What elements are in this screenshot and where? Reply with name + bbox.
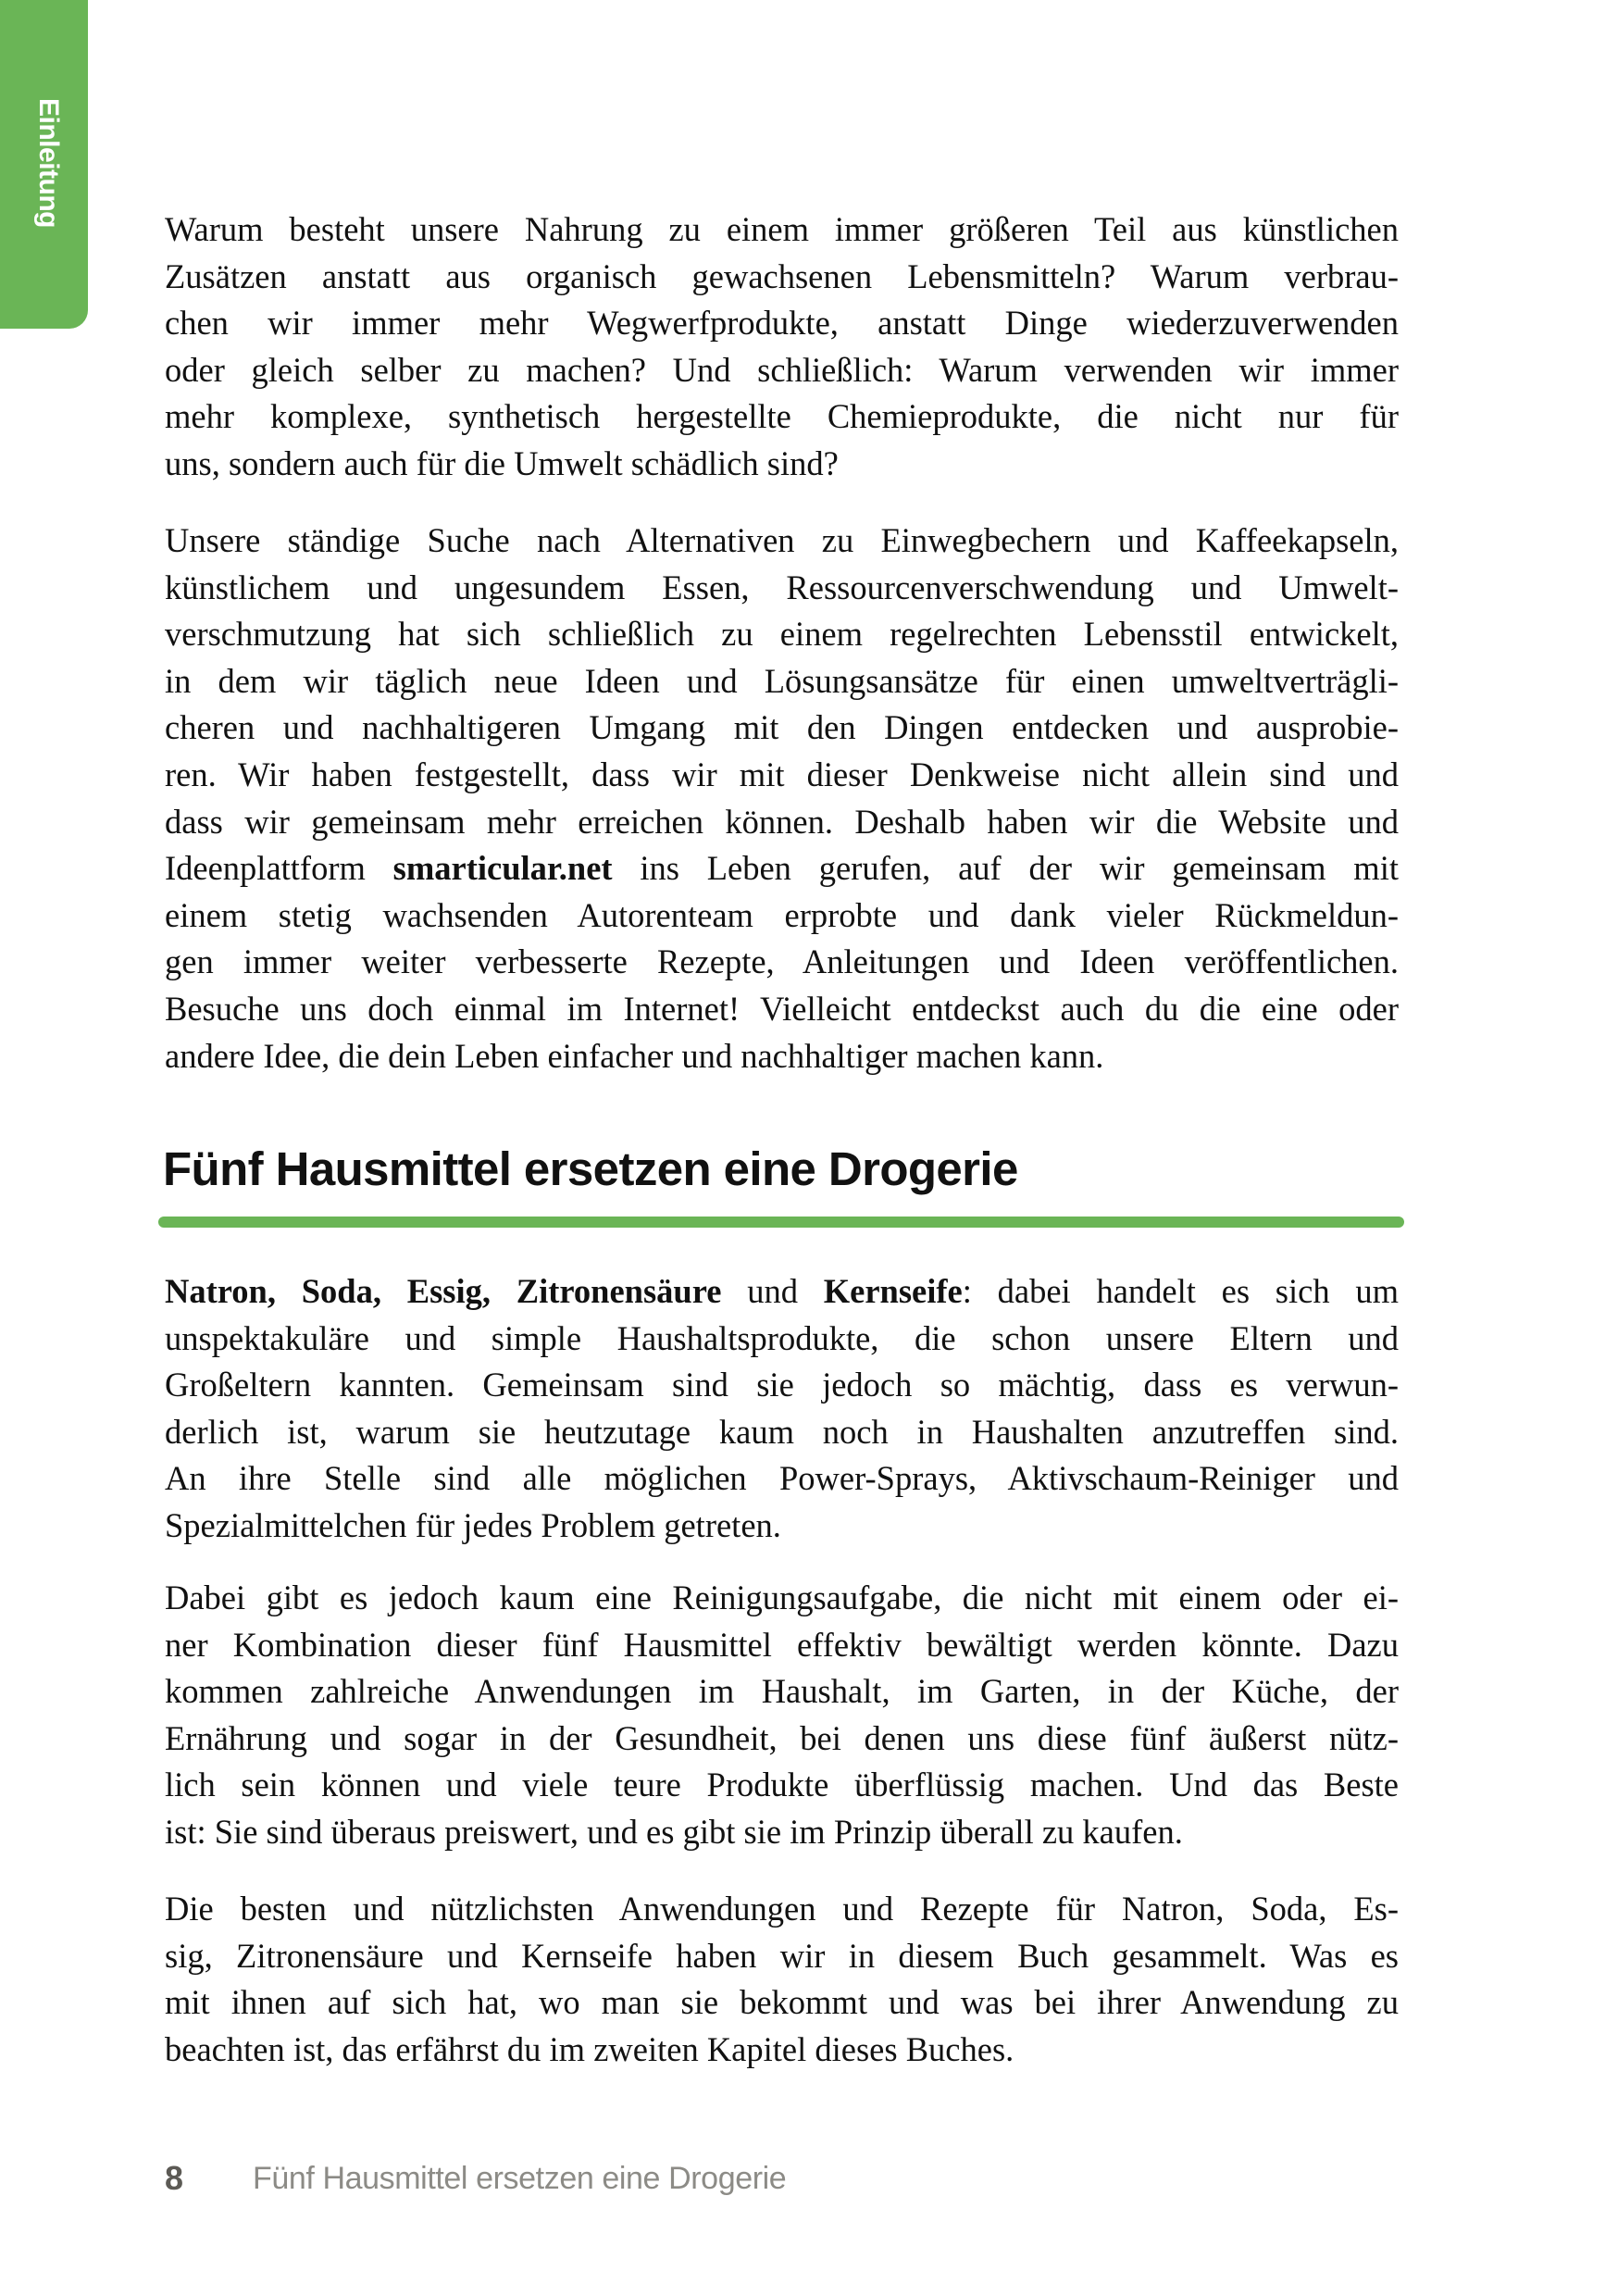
text-run: sig, Zitronensäure und Kernseife haben wir in diesem Buch gesammelt. Was es — [165, 1936, 1399, 1975]
text-run: einem stetig wachsenden Autorenteam erprobte und dank vieler Rückmeldun- — [165, 895, 1399, 934]
text-run: ins Leben gerufen, auf der wir gemeinsam mit — [612, 849, 1399, 888]
text-run: und — [721, 1272, 824, 1310]
paragraph-applications — [165, 1575, 1399, 1856]
text-run: Warum besteht unsere Nahrung zu einem immer größeren Teil aus künstlichen — [165, 210, 1399, 248]
text-run: cheren und nachhaltigeren Umgang mit den Dingen entdecken und ausprobie- — [165, 708, 1399, 747]
text-line — [165, 254, 1399, 301]
paragraph-book-contents — [165, 1886, 1399, 2073]
text-line — [165, 1809, 1399, 1856]
text-run: mehr komplexe, synthetisch hergestellte Chemieprodukte, die nicht nur für — [165, 397, 1399, 436]
text-line — [165, 565, 1399, 612]
running-footer-title: Fünf Hausmittel ersetzen eine Drogerie — [253, 2161, 787, 2196]
text-run: lich sein können und viele teure Produkte überflüssig machen. Und das Beste — [165, 1766, 1399, 1804]
text-line — [165, 1268, 1399, 1316]
text-line — [165, 441, 1399, 488]
chapter-tab — [0, 0, 88, 329]
text-run: Unsere ständige Suche nach Alternativen zu Einwegbechern und Kaffeekapseln, — [165, 521, 1399, 559]
text-run: Die besten und nützlichsten Anwendungen und Rezepte für Natron, Soda, Es- — [165, 1890, 1399, 1928]
text-line — [165, 611, 1399, 658]
section-heading: Fünf Hausmittel ersetzen eine Drogerie — [163, 1142, 1018, 1195]
text-line — [165, 347, 1399, 394]
text-line — [165, 1668, 1399, 1716]
text-run: uns, sondern auch für die Umwelt schädlich sind? — [165, 443, 839, 482]
text-run: chen wir immer mehr Wegwerfprodukte, anstatt Dinge wiederzuverwenden — [165, 304, 1399, 343]
text-run: verschmutzung hat sich schließlich zu einem regelrechten Lebensstil entwickelt, — [165, 615, 1399, 654]
text-run: in dem wir täglich neue Ideen und Lösungsansätze für einen umweltverträgli- — [165, 661, 1399, 700]
bold-term: Kernseife — [823, 1272, 963, 1310]
text-line — [165, 206, 1399, 254]
text-run: Großeltern kannten. Gemeinsam sind sie jedoch so mächtig, dass es verwun- — [165, 1366, 1399, 1404]
text-run: gen immer weiter verbesserte Rezepte, Anleitungen und Ideen veröffentlichen. — [165, 942, 1399, 981]
text-line — [165, 1762, 1399, 1809]
text-run: mit ihnen auf sich hat, wo man sie bekommt und was bei ihrer Anwendung zu — [165, 1983, 1399, 2022]
text-run: kommen zahlreiche Anwendungen im Haushalt, im Garten, in der Küche, der — [165, 1672, 1399, 1711]
bold-term: Natron, Soda, Essig, Zitronensäure — [165, 1272, 722, 1310]
text-line — [165, 752, 1399, 799]
text-line — [165, 2027, 1399, 2074]
text-line — [165, 892, 1399, 940]
text-line — [165, 705, 1399, 752]
text-line — [165, 939, 1399, 986]
text-line — [165, 658, 1399, 705]
text-run: : dabei handelt es sich um — [962, 1272, 1399, 1310]
text-run: Ernährung und sogar in der Gesundheit, bei denen uns diese fünf äußerst nütz- — [165, 1718, 1399, 1757]
text-line — [165, 300, 1399, 347]
text-run: künstlichem und ungesundem Essen, Ressourcenverschwendung und Umwelt- — [165, 568, 1399, 606]
text-run: Ideenplattform — [165, 849, 393, 888]
text-line — [165, 1622, 1399, 1669]
text-run: ren. Wir haben festgestellt, dass wir mit dieser Denkweise nicht allein sind und — [165, 755, 1399, 793]
text-line — [165, 1316, 1399, 1363]
text-run: beachten ist, das erfährst du im zweiten Kapitel dieses Buches. — [165, 2029, 1014, 2068]
text-line — [165, 1033, 1399, 1080]
text-line — [165, 799, 1399, 846]
text-line — [165, 1933, 1399, 1980]
text-run: dass wir gemeinsam mehr erreichen können. Deshalb haben wir die Website und — [165, 802, 1399, 841]
text-line — [165, 986, 1399, 1033]
text-line — [165, 393, 1399, 441]
chapter-tab-label: Einleitung — [33, 98, 64, 228]
text-run: andere Idee, die dein Leben einfacher und nachhaltiger machen kann. — [165, 1036, 1104, 1075]
text-run: Zusätzen anstatt aus organisch gewachsenen Lebensmitteln? Warum verbrau- — [165, 256, 1399, 295]
paragraph-five-remedies — [165, 1268, 1399, 1550]
text-line — [165, 845, 1399, 892]
text-line — [165, 1575, 1399, 1622]
text-line — [165, 1362, 1399, 1409]
bold-term: smarticular.net — [392, 849, 613, 888]
page-number: 8 — [165, 2159, 184, 2197]
text-run: ner Kombination dieser fünf Hausmittel effektiv bewältigt werden könnte. Dazu — [165, 1625, 1399, 1664]
text-run: Dabei gibt es jedoch kaum eine Reinigungsaufgabe, die nicht mit einem oder ei- — [165, 1578, 1399, 1616]
paragraph-intro-questions — [165, 206, 1399, 488]
text-run: Spezialmittelchen für jedes Problem getreten. — [165, 1505, 781, 1544]
text-run: derlich ist, warum sie heutzutage kaum noch in Haushalten anzutreffen sind. — [165, 1412, 1399, 1451]
text-run: unspektakuläre und simple Haushaltsprodukte, die schon unsere Eltern und — [165, 1318, 1399, 1357]
paragraph-smarticular — [165, 518, 1399, 1079]
text-run: Besuche uns doch einmal im Internet! Vielleicht entdeckst auch du die eine oder — [165, 989, 1399, 1028]
text-line — [165, 1886, 1399, 1933]
text-line — [165, 1503, 1399, 1550]
section-divider-rule — [158, 1217, 1404, 1228]
text-run: oder gleich selber zu machen? Und schließlich: Warum verwenden wir immer — [165, 350, 1399, 389]
text-line — [165, 1716, 1399, 1763]
text-run: An ihre Stelle sind alle möglichen Power-Sprays, Aktivschaum-Reiniger und — [165, 1459, 1399, 1498]
text-line — [165, 1455, 1399, 1503]
text-run: ist: Sie sind überaus preiswert, und es gibt sie im Prinzip überall zu kaufen. — [165, 1812, 1183, 1851]
text-line — [165, 1979, 1399, 2027]
text-line — [165, 1409, 1399, 1456]
text-line — [165, 518, 1399, 565]
